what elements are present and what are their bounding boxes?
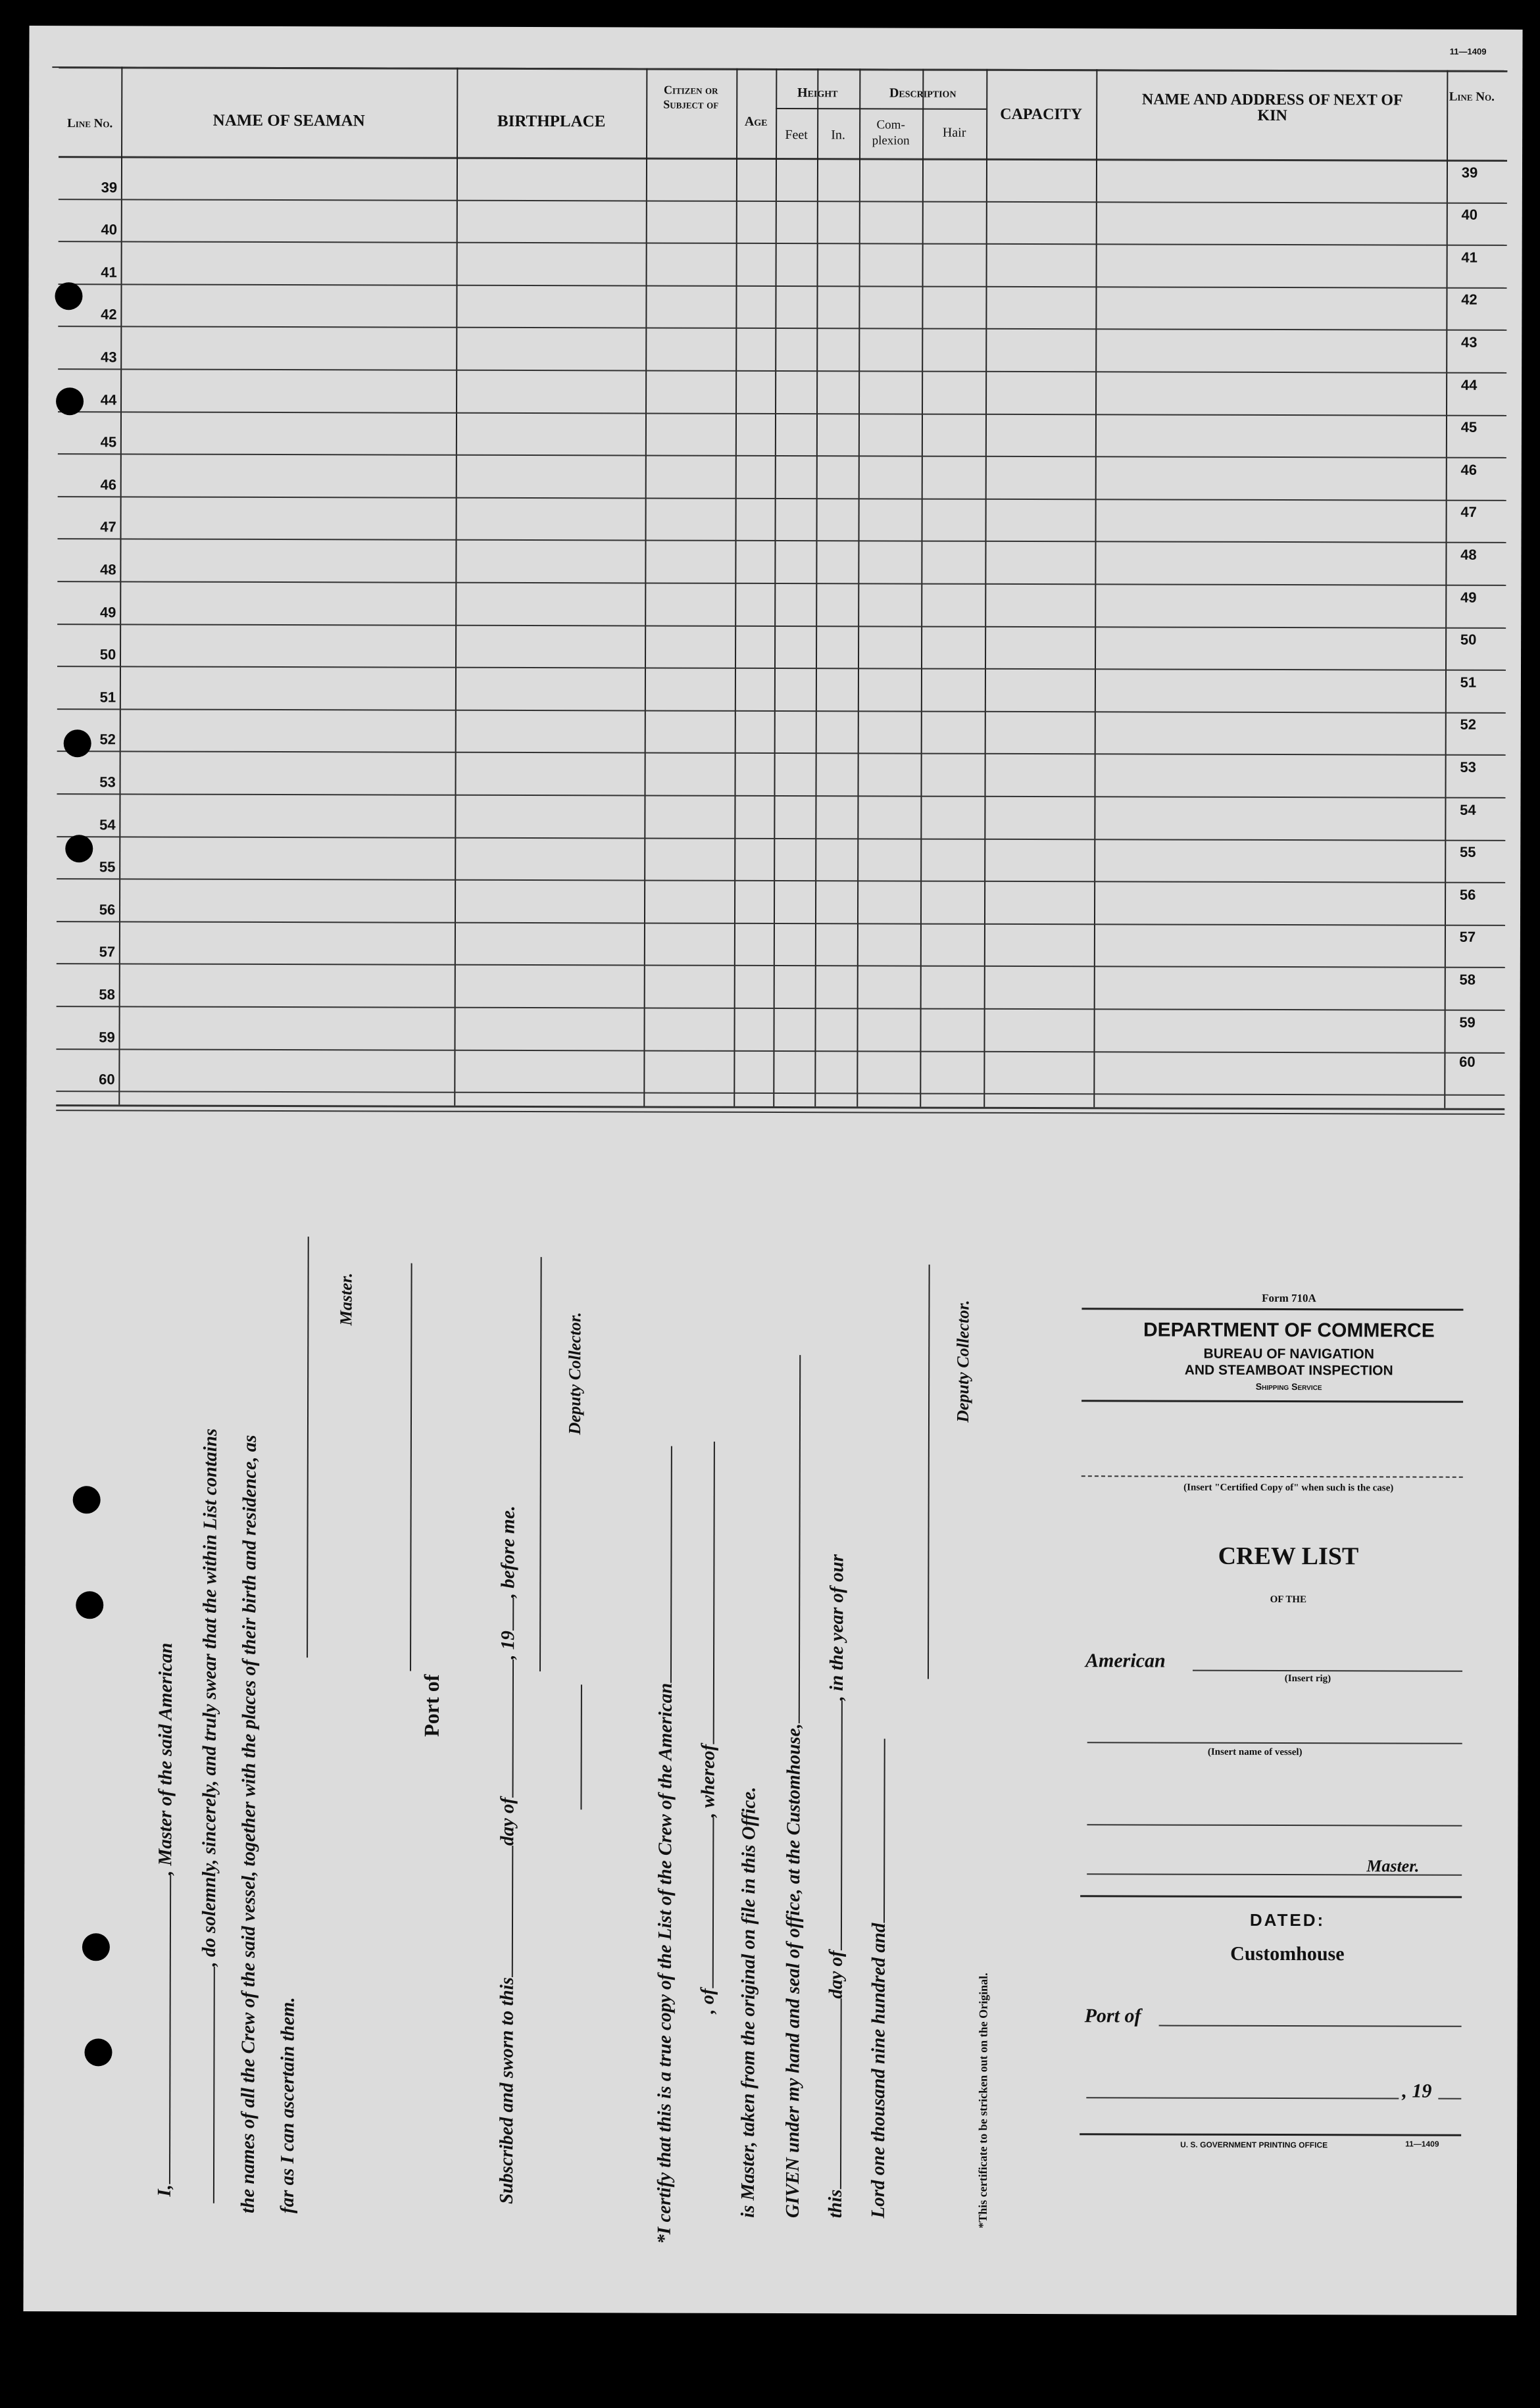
- row-number-right: 54: [1460, 801, 1476, 818]
- oath-deputy-collector-2: Deputy Collector.: [953, 1300, 973, 1423]
- row-number-left: 54: [99, 816, 116, 833]
- customhouse-label: Customhouse: [1230, 1942, 1345, 1965]
- header-next-of-kin: NAME AND ADDRESS OF NEXT OF KIN: [1141, 91, 1403, 125]
- department-title: DEPARTMENT OF COMMERCE: [1143, 1319, 1435, 1342]
- row-number-right: 41: [1461, 249, 1478, 266]
- of-the-label: OF THE: [1270, 1594, 1307, 1606]
- row-number-right: 59: [1459, 1014, 1476, 1031]
- row-number-left: 49: [99, 603, 116, 620]
- certify-line-3: is Master, taken from the original on file in this Office.: [737, 1786, 760, 2218]
- deputy-signature-line: [539, 1257, 542, 1671]
- punch-hole: [65, 835, 93, 862]
- row-number-left: 48: [100, 561, 116, 578]
- row-number-left: 52: [99, 731, 116, 748]
- row-number-left: 50: [99, 646, 116, 663]
- row-number-right: 58: [1459, 971, 1476, 988]
- bureau-line-1: BUREAU OF NAVIGATION: [1203, 1346, 1374, 1362]
- oath-port-of: Port of: [419, 1674, 443, 1737]
- row-number-right: 55: [1459, 843, 1476, 860]
- certify-line-2: , of, whereof: [695, 1442, 720, 2014]
- row-number-left: 40: [101, 221, 118, 238]
- printer-code: 11—1409: [1405, 2139, 1439, 2149]
- row-number-right: 51: [1460, 674, 1477, 691]
- punch-hole: [64, 729, 91, 757]
- header-birthplace: BIRTHPLACE: [497, 112, 606, 131]
- row-number-left: 44: [100, 391, 117, 408]
- row-number-left: 56: [99, 901, 116, 918]
- row-number-right: 60: [1459, 1053, 1476, 1070]
- header-capacity: CAPACITY: [1000, 105, 1083, 124]
- printer-imprint: U. S. GOVERNMENT PRINTING OFFICE: [1180, 2140, 1328, 2150]
- crew-list-title: CREW LIST: [1218, 1542, 1359, 1571]
- header-complexion: Com-plexion: [872, 118, 910, 148]
- row-number-left: 57: [99, 943, 116, 960]
- row-number-left: 55: [99, 858, 116, 875]
- american-label: American: [1085, 1650, 1166, 1672]
- row-number-right: 56: [1459, 886, 1476, 903]
- header-feet: Feet: [785, 128, 808, 143]
- insert-rig-note: (Insert rig): [1284, 1673, 1331, 1684]
- row-number-left: 47: [100, 518, 116, 535]
- header-line-no-right: Line No.: [1449, 89, 1495, 104]
- certify-line-1: *I certify that this is a true copy of the List of the Crew of the American: [652, 1446, 678, 2244]
- oath-line-2: , do solemnly, sincerely, and truly swear that the within List contains: [196, 1429, 222, 2203]
- given-line-2: thisday of, in the year of our: [823, 1554, 849, 2218]
- row-number-right: 48: [1460, 546, 1477, 563]
- panel-master-label: Master.: [1366, 1856, 1420, 1876]
- header-height: Height: [797, 86, 838, 101]
- shipping-service: Shipping Service: [1255, 1381, 1322, 1392]
- row-number-left: 51: [99, 689, 116, 706]
- row-number-left: 58: [99, 986, 115, 1003]
- corner-code: 11—1409: [1449, 46, 1487, 57]
- certificate-footnote: *This certificate to be stricken out on the Original.: [976, 1973, 990, 2228]
- row-number-right: 53: [1460, 758, 1476, 775]
- row-number-left: 45: [100, 433, 117, 451]
- header-line-no: Line No.: [67, 116, 113, 131]
- row-number-right: 46: [1460, 461, 1478, 478]
- punch-hole: [56, 387, 84, 415]
- given-line-3: Lord one thousand nine hundred and: [866, 1739, 891, 2219]
- row-number-left: 43: [100, 349, 117, 366]
- row-number-right: 47: [1460, 504, 1477, 521]
- row-number-left: 42: [101, 306, 117, 323]
- header-age: Age: [744, 114, 768, 129]
- row-number-right: 40: [1461, 206, 1478, 223]
- header-description: Description: [889, 86, 956, 101]
- punch-hole: [82, 1933, 110, 1961]
- year-label: , 19: [1402, 2080, 1432, 2102]
- row-number-left: 39: [101, 178, 118, 195]
- row-number-left: 46: [100, 476, 116, 493]
- row-number-right: 50: [1460, 631, 1477, 648]
- row-number-left: 60: [99, 1071, 115, 1088]
- form-number: Form 710A: [1262, 1291, 1316, 1305]
- oath-deputy-collector-1: Deputy Collector.: [564, 1312, 585, 1435]
- row-number-right: 45: [1460, 418, 1478, 435]
- row-number-right: 44: [1460, 376, 1478, 393]
- row-number-right: 39: [1461, 164, 1478, 181]
- oath-line-4: far as I can ascertain them.: [276, 1997, 299, 2214]
- punch-hole: [84, 2038, 112, 2066]
- row-number-left: 53: [99, 774, 116, 791]
- row-number-right: 49: [1460, 589, 1477, 606]
- master-signature-line: [307, 1237, 309, 1658]
- oath-line-3: the names of all the Crew of the said vessel, together with the places of their birth and residence, as: [237, 1435, 261, 2213]
- row-number-right: 43: [1461, 333, 1478, 351]
- row-number-right: 57: [1459, 929, 1476, 946]
- header-inches: In.: [831, 128, 845, 143]
- certified-copy-note: (Insert "Certified Copy of" when such is the case): [1183, 1482, 1394, 1494]
- row-number-left: 59: [99, 1028, 115, 1045]
- oath-line-1: I,, Master of the said American: [152, 1643, 177, 2197]
- header-hair: Hair: [942, 125, 966, 140]
- dated-label: DATED:: [1249, 1909, 1326, 1930]
- header-citizen: Citizen or Subject of: [663, 83, 719, 111]
- bureau-line-2: AND STEAMBOAT INSPECTION: [1184, 1362, 1393, 1379]
- insert-vessel-note: (Insert name of vessel): [1207, 1746, 1303, 1758]
- row-number-right: 52: [1460, 716, 1477, 733]
- port-of-label: Port of: [1084, 2005, 1141, 2027]
- punch-hole: [55, 282, 82, 310]
- row-number-left: 41: [101, 264, 117, 281]
- row-number-right: 42: [1461, 291, 1478, 308]
- oath-master-label: Master.: [336, 1273, 356, 1326]
- given-line-1: GIVEN under my hand and seal of office, at the Customhouse,: [780, 1355, 806, 2218]
- header-name-of-seaman: NAME OF SEAMAN: [212, 111, 365, 130]
- punch-hole: [76, 1591, 103, 1619]
- punch-hole: [73, 1486, 101, 1513]
- oath-subscribed-line: Subscribed and sworn to thisday of, 19, before me.: [494, 1506, 520, 2204]
- form-sheet: [23, 26, 1522, 2315]
